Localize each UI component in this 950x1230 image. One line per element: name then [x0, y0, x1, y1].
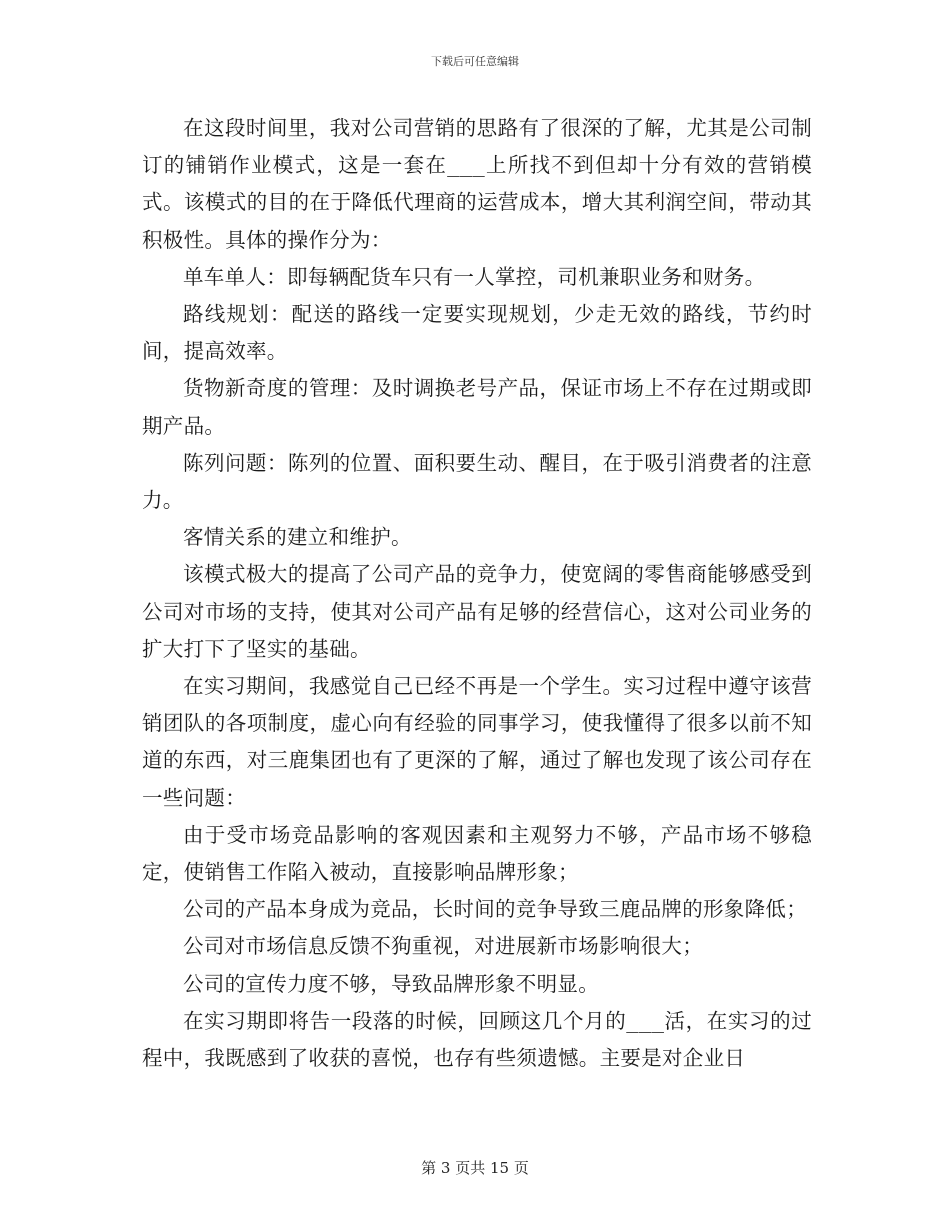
body-paragraph: 在实习期间，我感觉自己已经不再是一个学生。实习过程中遵守该营销团队的各项制度，虚心向有经验的同事学习，使我懂得了很多以前不知道的东西，对三鹿集团也有了更深的了解，通过了解也发现了该公司存在一些问题： [142, 674, 812, 810]
body-paragraph: 单车单人：即每辆配货车只有一人掌控，司机兼职业务和财务。 [183, 264, 766, 289]
body-paragraph: 客情关系的建立和维护。 [183, 525, 412, 550]
body-paragraph: 公司对市场信息反馈不狗重视，对进展新市场影响很大； [183, 934, 703, 959]
document-body [142, 110, 812, 1077]
body-paragraph: 路线规划：配送的路线一定要实现规划，少走无效的路线，节约时间，提高效率。 [142, 302, 812, 364]
body-paragraph: 该模式极大的提高了公司产品的竞争力，使宽阔的零售商能够感受到公司对市场的支持，使其对公司产品有足够的经营信心，这对公司业务的扩大打下了坚实的基础。 [142, 562, 812, 661]
body-paragraph: 在实习期即将告一段落的时候，回顾这几个月的___活，在实习的过程中，我既感到了收获的喜悦，也存有些须遗憾。主要是对企业日 [142, 1008, 812, 1071]
body-paragraph: 公司的产品本身成为竞品，长时间的竞争导致三鹿品牌的形象降低； [183, 897, 807, 922]
body-paragraph: 公司的宣传力度不够，导致品牌形象不明显。 [183, 971, 599, 996]
page-number: 第 3 页共 15 页 [421, 1159, 529, 1177]
header-note: 下载后可任意编辑 [431, 55, 519, 68]
body-paragraph: 货物新奇度的管理：及时调换老号产品，保证市场上不存在过期或即期产品。 [142, 376, 812, 438]
body-paragraph: 在这段时间里，我对公司营销的思路有了很深的了解，尤其是公司制订的铺销作业模式，这是一套在___上所找不到但却十分有效的营销模式。该模式的目的在于降低代理商的运营成本，增大其利润空间，带动其积极性。具体的操作分为： [142, 116, 812, 252]
body-paragraph: 陈列问题：陈列的位置、面积要生动、醒目，在于吸引消费者的注意力。 [142, 450, 812, 513]
body-paragraph: 由于受市场竞品影响的客观因素和主观努力不够，产品市场不够稳定，使销售工作陷入被动，直接影响品牌形象； [142, 822, 812, 885]
